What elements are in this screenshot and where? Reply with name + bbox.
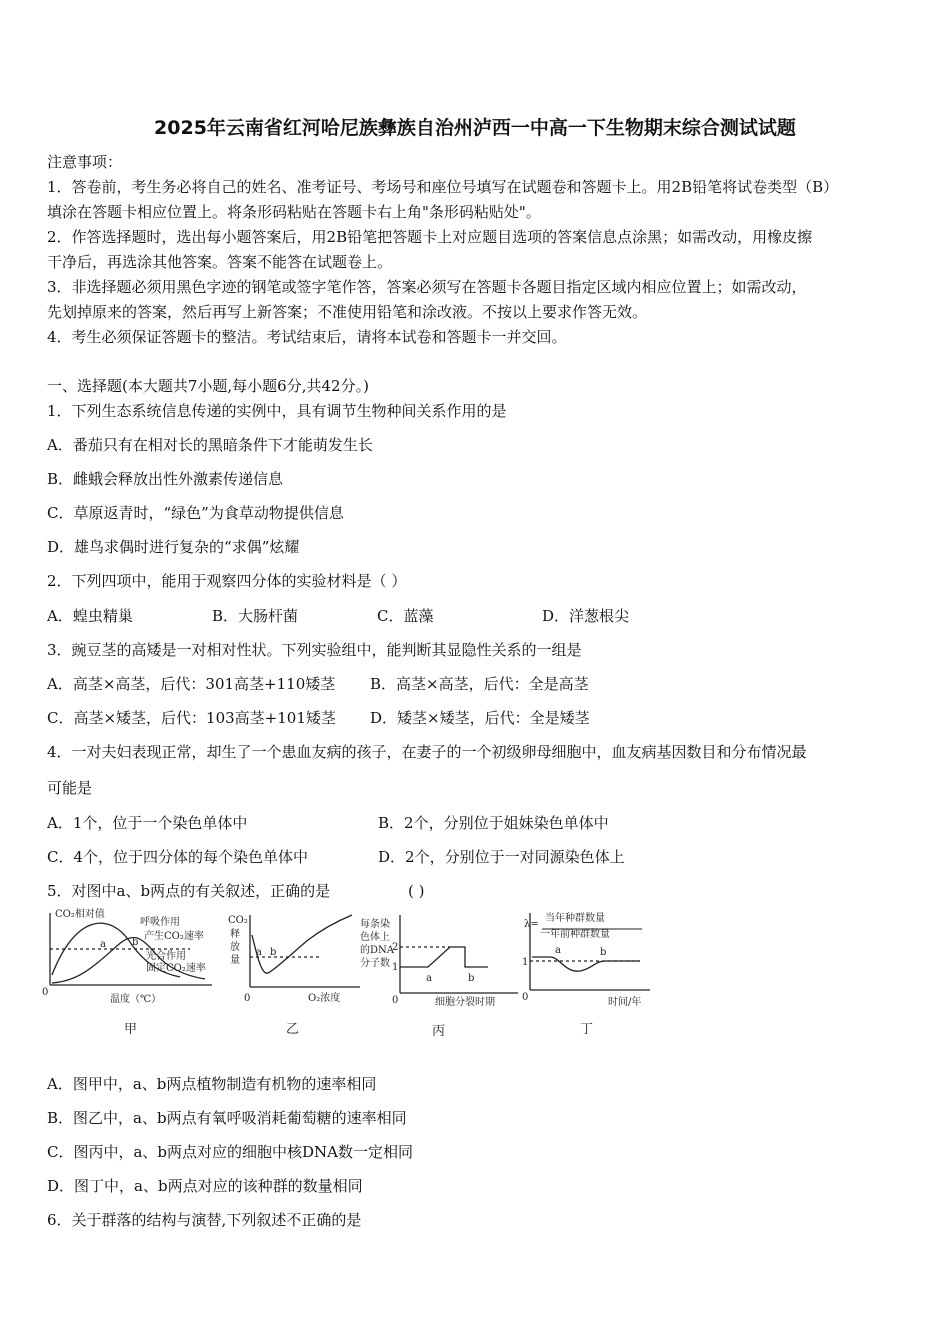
yi-ylabel: 量 [230,955,240,966]
yi-xlabel: O₂浓度 [308,993,341,1004]
q1-option-c: C．草原返青时，“绿色”为食草动物提供信息 [47,504,344,522]
jia-curve1-label: 呼吸作用 [140,917,180,928]
jia-xlabel: 温度（℃） [110,994,162,1005]
ding-point-a: a [555,945,561,956]
yi-point-a: a [256,947,262,958]
q5-answer-paren: ( ) [408,882,425,900]
q3-option-b: B．高茎×高茎，后代：全是高茎 [370,675,589,693]
ding-lambda: λ= [524,919,539,930]
q1-option-b: B．雌蛾会释放出性外激素传递信息 [47,470,284,488]
jia-curve1b-label: 产生CO₂速率 [144,931,204,942]
jia-curve2-label: 光合作用 [146,951,186,962]
notice-line: 1．答卷前，考生务必将自己的姓名、准考证号、考场号和座位号填写在试题卷和答题卡上。用2B铅笔将试卷类型（B） [47,178,839,196]
q5-option-b: B．图乙中，a、b两点有氧呼吸消耗葡萄糖的速率相同 [47,1109,407,1127]
q5-option-c: C．图丙中，a、b两点对应的细胞中核DNA数一定相同 [47,1143,414,1161]
notice-line: 2．作答选择题时，选出每小题答案后，用2B铅笔把答题卡上对应题目选项的答案信息点涂黑；如需改动，用橡皮擦 [47,228,813,246]
notice-heading: 注意事项： [47,153,123,171]
q2-option-b: B．大肠杆菌 [212,607,299,625]
bing-xlabel: 细胞分裂时期 [435,997,495,1008]
notice-line: 填涂在答题卡相应位置上。将条形码粘贴在答题卡右上角"条形码粘贴处"。 [47,203,541,221]
q4-option-c: C．4个，位于四分体的每个染色单体中 [47,848,309,866]
notice-line: 4．考生必须保证答题卡的整洁。考试结束后，请将本试卷和答题卡一并交回。 [47,328,567,346]
ding-caption: 丁 [580,1022,594,1037]
q3-stem: 3．豌豆茎的高矮是一对相对性状。下列实验组中，能判断其显隐性关系的一组是 [47,641,582,659]
q1-option-a: A．番茄只有在相对长的黑暗条件下才能萌发生长 [47,436,373,454]
jia-point-b: b [132,937,139,948]
jia-point-a: a [100,939,106,950]
q4-stem: 4．一对夫妇表现正常，却生了一个患血友病的孩子，在妻子的一个初级卵母细胞中，血友病基因数目和分布情况最 [47,743,807,761]
q4-option-b: B．2个，分别位于姐妹染色单体中 [378,814,609,832]
q2-option-a: A．蝗虫精巢 [47,607,133,625]
bing-tick-1: 1 [392,962,399,973]
q2-option-c: C．蓝藻 [377,607,434,625]
q4-option-d: D．2个，分别位于一对同源染色体上 [378,848,625,866]
q5-figure [40,905,680,1045]
ding-numerator: 当年种群数量 [545,913,605,924]
q1-stem: 1．下列生态系统信息传递的实例中，具有调节生物种间关系作用的是 [47,402,507,420]
bing-origin: 0 [392,995,399,1006]
q5-option-a: A．图甲中，a、b两点植物制造有机物的速率相同 [47,1075,377,1093]
q5-option-d: D．图丁中，a、b两点对应的该种群的数量相同 [47,1177,363,1195]
bing-ylabel: 的DNA [360,945,394,956]
bing-point-a: a [426,973,432,984]
yi-origin: 0 [244,993,251,1004]
ding-denominator: 一年前种群数量 [540,929,610,940]
yi-ylabel: CO₂ [228,915,248,926]
yi-caption: 乙 [286,1022,300,1037]
bing-caption: 丙 [432,1024,446,1039]
q6-stem: 6．关于群落的结构与演替,下列叙述不正确的是 [47,1211,362,1229]
notice-line: 干净后，再选涂其他答案。答案不能答在试题卷上。 [47,253,393,271]
notice-line: 3．非选择题必须用黑色字迹的钢笔或签字笔作答，答案必须写在答题卡各题目指定区域内相应位置上；如需改动， [47,278,807,296]
page-title: 2025年云南省红河哈尼族彝族自治州泸西一中高一下生物期末综合测试试题 [154,117,796,139]
q3-option-d: D．矮茎×矮茎，后代：全是矮茎 [370,709,590,727]
jia-caption: 甲 [124,1022,138,1037]
notice-line: 先划掉原来的答案，然后再写上新答案；不准使用铅笔和涂改液。不按以上要求作答无效。 [47,303,648,321]
q4-option-a: A．1个，位于一个染色单体中 [47,814,248,832]
yi-point-b: b [270,947,277,958]
q2-stem: 2．下列四项中，能用于观察四分体的实验材料是（ ） [47,572,407,590]
jia-ylabel: CO₂相对值 [55,909,105,920]
bing-ylabel: 分子数 [360,958,390,969]
q3-option-a: A．高茎×高茎，后代：301高茎+110矮茎 [47,675,336,693]
yi-ylabel: 释 [230,929,240,940]
ding-curve [532,957,640,971]
yi-ylabel: 放 [230,942,240,953]
ding-tick-1: 1 [522,957,529,968]
ding-point-b: b [600,947,607,958]
jia-origin: 0 [42,987,49,998]
bing-point-b: b [468,973,475,984]
q5-stem: 5．对图中a、b两点的有关叙述，正确的是 [47,882,331,900]
bing-ylabel: 色体上 [360,932,390,943]
q2-option-d: D．洋葱根尖 [542,607,630,625]
bing-tick-2: 2 [392,942,399,953]
q1-option-d: D．雄鸟求偶时进行复杂的“求偶”炫耀 [47,538,300,556]
bing-ylabel: 每条染 [360,919,390,930]
bing-line [400,947,488,967]
q3-option-c: C．高茎×矮茎，后代：103高茎+101矮茎 [47,709,336,727]
yi-curve [252,915,352,973]
q4-stem-cont: 可能是 [47,779,93,797]
section-heading: 一、选择题(本大题共7小题,每小题6分,共42分。) [47,377,369,395]
jia-curve2b-label: 固定CO₂速率 [146,963,206,974]
ding-xlabel: 时间/年 [608,997,642,1008]
ding-origin: 0 [522,992,529,1003]
